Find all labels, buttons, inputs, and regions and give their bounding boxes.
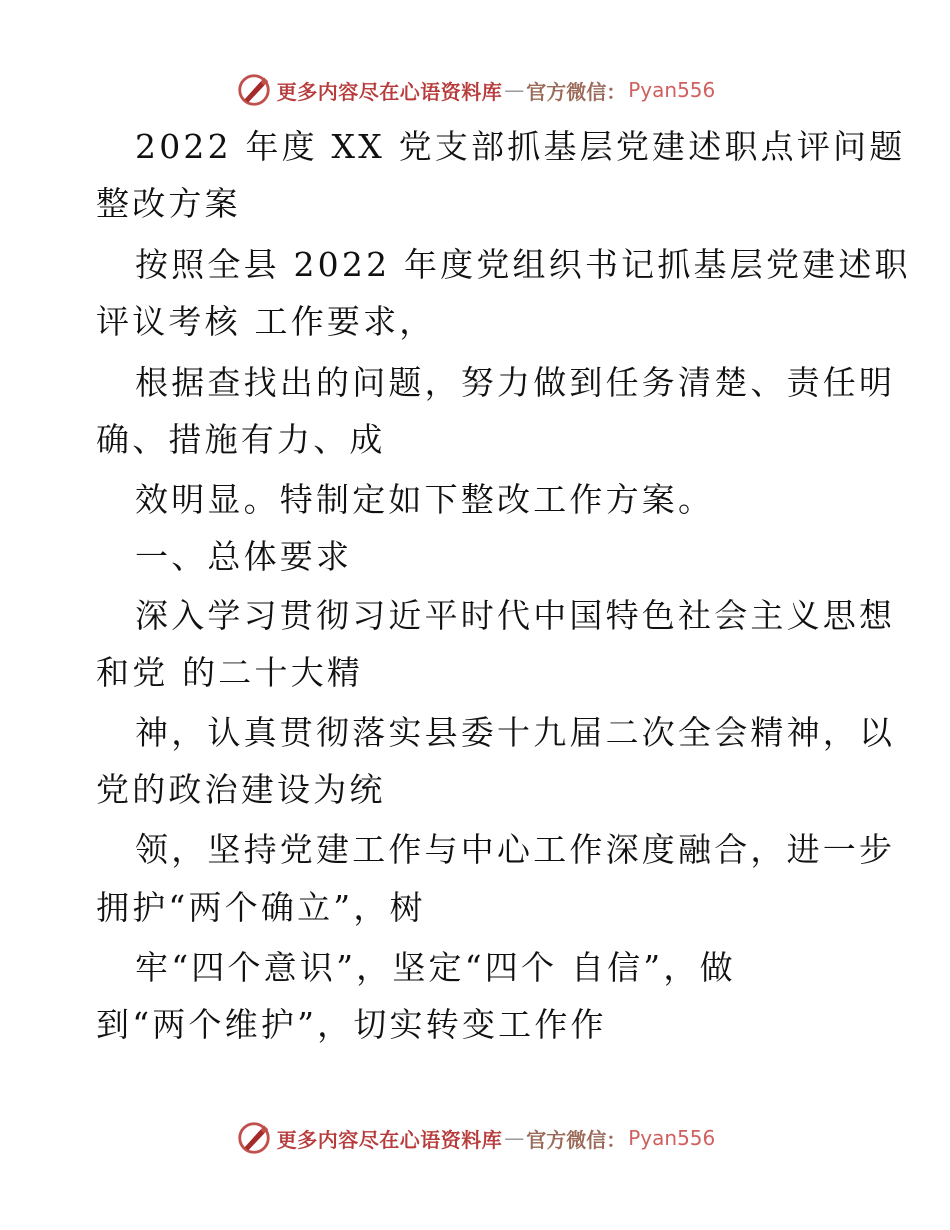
paragraph-line: 到“两个维护”，切实转变工作作	[96, 1005, 607, 1044]
watermark-wechat-label: 官方微信：	[526, 79, 627, 104]
paragraph-line: 神，认真贯彻落实县委十九届二次全会精神，以	[135, 713, 896, 752]
paragraph-line: 深入学习贯彻习近平时代中国特色社会主义思想	[135, 596, 896, 635]
document-title-line-1: 2022 年度 XX 党支部抓基层党建述职点评问题	[135, 127, 906, 166]
paragraph-line: 和党 的二十大精	[96, 653, 364, 692]
paragraph-line: 牢“四个意识”，坚定“四个 自信”，做	[135, 948, 736, 987]
pen-logo-icon	[235, 71, 273, 109]
watermark-wechat-label: 官方微信：	[526, 1127, 627, 1152]
watermark-wechat-id: Pyan556	[628, 78, 716, 102]
document-title-line-2: 整改方案	[96, 184, 241, 223]
watermark-banner-top	[0, 70, 950, 110]
paragraph-line: 拥护“两个确立”，树	[96, 888, 426, 927]
section-heading: 一、总体要求	[135, 537, 353, 576]
paragraph-line: 根据查找出的问题，努力做到任务清楚、责任明	[135, 363, 896, 402]
paragraph-line: 领，坚持党建工作与中心工作深度融合，进一步	[135, 830, 896, 869]
watermark-banner-bottom	[0, 1118, 950, 1158]
watermark-site-text: 更多内容尽在心语资料库	[276, 79, 503, 104]
paragraph-line: 确、措施有力、成	[96, 420, 386, 459]
watermark-site-text: 更多内容尽在心语资料库	[276, 1127, 503, 1152]
paragraph-line: 评议考核 工作要求，	[96, 302, 436, 341]
watermark-wechat-id: Pyan556	[628, 1126, 716, 1150]
paragraph-line: 党的政治建设为统	[96, 770, 386, 809]
paragraph-line: 按照全县 2022 年度党组织书记抓基层党建述职	[135, 245, 911, 284]
watermark-separator: —	[504, 1126, 525, 1150]
pen-logo-icon	[235, 1119, 273, 1157]
paragraph-line: 效明显。特制定如下整改工作方案。	[135, 480, 715, 519]
watermark-separator: —	[504, 78, 525, 102]
